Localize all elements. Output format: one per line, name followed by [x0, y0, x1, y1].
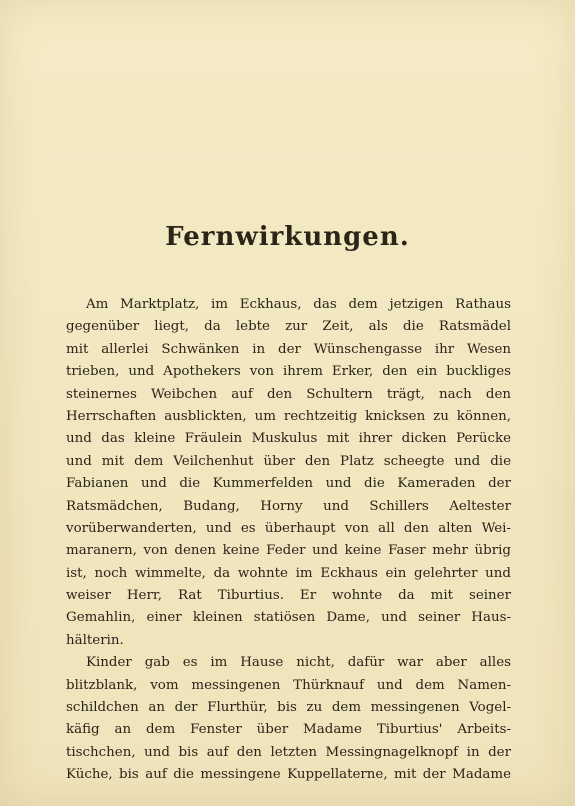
text-line: und mit dem Veilchenhut über den Platz scheegte und die — [66, 453, 511, 469]
text-line: trieben, und Apothekers von ihrem Erker, den ein buckliges — [66, 364, 511, 380]
text-line: Ratsmädchen, Budang, Horny und Schillers Aeltester — [66, 498, 511, 514]
text-line: Fabianen und die Kummerfelden und die Kameraden der — [66, 476, 511, 492]
text-line: Küche, bis auf die messingene Kuppellaterne, mit der Madame — [66, 767, 511, 783]
text-line: hälterin. — [66, 632, 124, 648]
text-line: gegenüber liegt, da lebte zur Zeit, als die Ratsmädel — [66, 319, 511, 335]
text-line: steinernes Weibchen auf den Schultern trägt, nach den — [66, 386, 511, 402]
text-line: tischchen, und bis auf den letzten Messingnagelknopf in der — [66, 744, 511, 760]
text-line: vorüberwanderten, und es überhaupt von all den alten Wei- — [66, 520, 511, 536]
body-text — [66, 294, 511, 787]
text-line: mit allerlei Schwänken in der Wünschengasse ihr Wesen — [66, 341, 511, 357]
text-line: blitzblank, vom messingenen Thürknauf und dem Namen- — [66, 677, 511, 693]
text-line: weiser Herr, Rat Tiburtius. Er wohnte da mit seiner — [66, 588, 511, 604]
text-line: maranern, von denen keine Feder und keine Faser mehr übrig — [66, 543, 511, 559]
text-line: Gemahlin, einer kleinen statiösen Dame, und seiner Haus- — [66, 610, 511, 626]
text-line: Kinder gab es im Hause nicht, dafür war aber alles — [86, 655, 511, 671]
text-line: Herrschaften ausblickten, um rechtzeitig knicksen zu können, — [66, 408, 511, 424]
chapter-title: Fernwirkungen. — [165, 222, 410, 252]
text-line: ist, noch wimmelte, da wohnte im Eckhaus ein gelehrter und — [66, 565, 511, 581]
text-line: käfig an dem Fenster über Madame Tiburtius' Arbeits- — [66, 722, 511, 738]
text-line: und das kleine Fräulein Muskulus mit ihrer dicken Perücke — [66, 431, 511, 447]
text-line: schildchen an der Flurthür, bis zu dem messingenen Vogel- — [66, 700, 511, 716]
text-line: Am Marktplatz, im Eckhaus, das dem jetzigen Rathaus — [86, 297, 511, 312]
